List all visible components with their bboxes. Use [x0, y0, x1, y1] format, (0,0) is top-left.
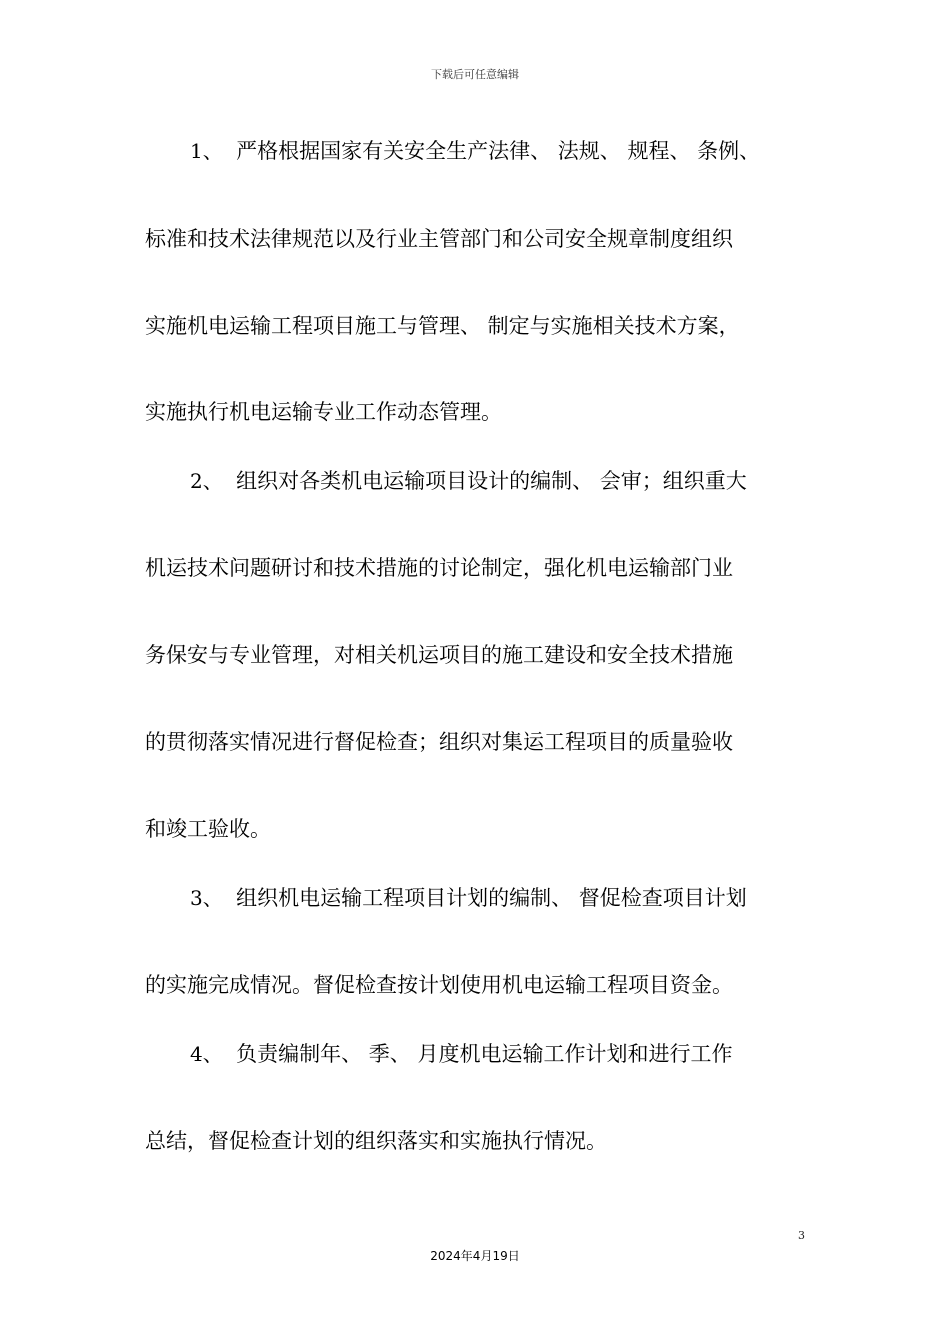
- paragraph-2-line-5: 和竣工验收。: [145, 817, 271, 841]
- paragraph-3-text: 组织机电运输工程项目计划的编制、 督促检查项目计划: [236, 886, 747, 910]
- paragraph-3-line-1: [190, 883, 747, 913]
- paragraph-2-number: 2、: [190, 469, 223, 493]
- paragraph-1-line-2: 标准和技术法律规范以及行业主管部门和公司安全规章制度组织: [145, 227, 733, 251]
- paragraph-3-number: 3、: [190, 886, 223, 910]
- paragraph-1-line-3: 实施机电运输工程项目施工与管理、 制定与实施相关技术方案，: [145, 314, 740, 338]
- paragraph-1-line-1: [190, 136, 760, 166]
- paragraph-1-line-4: 实施执行机电运输专业工作动态管理。: [145, 400, 502, 424]
- page-footer-date: 2024年4月19日: [430, 1249, 520, 1263]
- paragraph-2-line-2: 机运技术问题研讨和技术措施的讨论制定，强化机电运输部门业: [145, 556, 733, 580]
- paragraph-3-line-2: 的实施完成情况。督促检查按计划使用机电运输工程项目资金。: [145, 973, 733, 997]
- paragraph-2-text: 组织对各类机电运输项目设计的编制、 会审；组织重大: [236, 469, 747, 493]
- paragraph-2-line-3: 务保安与专业管理，对相关机运项目的施工建设和安全技术措施: [145, 643, 733, 667]
- paragraph-1-text: 严格根据国家有关安全生产法律、 法规、 规程、 条例、: [236, 139, 761, 163]
- paragraph-4-number: 4、: [190, 1042, 223, 1066]
- paragraph-4-text: 负责编制年、 季、 月度机电运输工作计划和进行工作: [236, 1042, 733, 1066]
- page-number: 3: [798, 1229, 805, 1242]
- page-header: 下载后可任意编辑: [431, 68, 519, 81]
- paragraph-1-number: 1、: [190, 139, 223, 163]
- paragraph-2-line-4: 的贯彻落实情况进行督促检查；组织对集运工程项目的质量验收: [145, 730, 733, 754]
- paragraph-2-line-1: [190, 466, 747, 496]
- paragraph-4-line-2: 总结，督促检查计划的组织落实和实施执行情况。: [145, 1129, 607, 1153]
- paragraph-4-line-1: [190, 1039, 732, 1069]
